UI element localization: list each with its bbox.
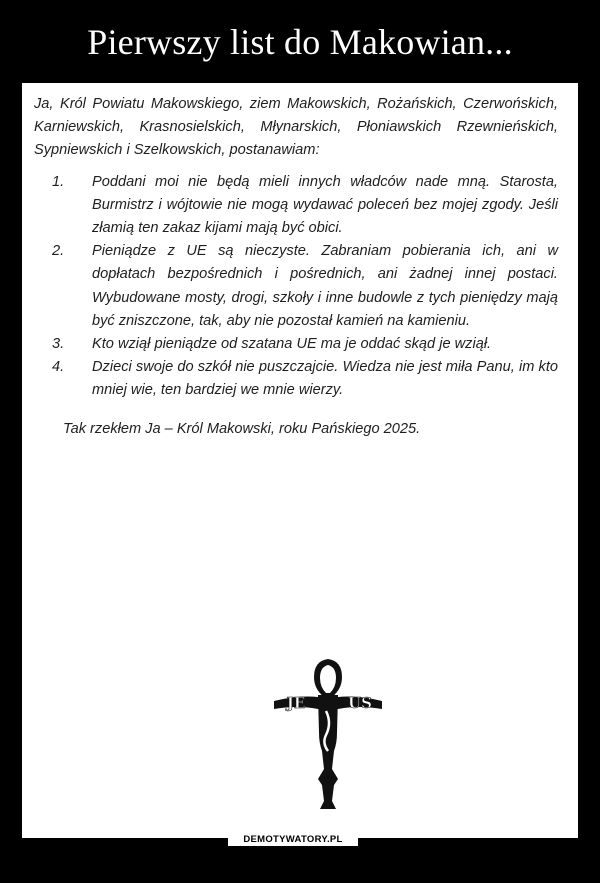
watermark: DEMOTYWATORY.PL — [228, 833, 358, 846]
decree-item-number: 2. — [52, 243, 65, 260]
emblem-text-left: JE — [286, 694, 306, 712]
decree-item-text: Poddani moi nie będą mieli innych władców nade mną. Starosta, Burmistrz i wójtowie nie mogą wydawać poleceń bez mojej zgody. Jeśli złamią ten zakaz kijami mają być obici. — [92, 173, 558, 237]
decree-item-number: 4. — [52, 359, 65, 376]
page-title: Pierwszy list do Makowian... — [87, 22, 513, 62]
document-body — [34, 93, 558, 441]
closing-signature: Tak rzekłem Ja – Król Makowski, roku Pańskiego 2025. — [63, 420, 421, 437]
decree-item-text: Kto wziął pieniądze od szatana UE ma je oddać skąd je wziął. — [92, 336, 492, 353]
document-panel — [22, 83, 578, 838]
decree-item-text: Pieniądze z UE są nieczyste. Zabraniam pobierania ich, ani w dopłatach bezpośrednich i pośrednich, ani żadnej innej postaci. Wybudowane mosty, drogi, szkoły i inne budowle z tych pieniędzy mają być zniszczone, tak, aby nie pozostał kamień na kamieniu. — [92, 243, 558, 329]
decree-item-text: Dzieci swoje do szkół nie puszczajcie. Wiedza nie jest miła Panu, im kto mniej wie, ten bardziej we mnie wierzy. — [92, 359, 558, 399]
document-intro: Ja, Król Powiatu Makowskiego, ziem Makowskich, Rożańskich, Czerwońskich, Karniewskich, Krasnosielskich, Młynarskich, Płoniawskich Rzewnieńskich, Sypniewskich i Szelkowskich, postanawiam: — [34, 96, 558, 159]
jesus-cross-emblem-icon — [258, 651, 398, 826]
decree-item-number: 3. — [52, 336, 65, 353]
decree-item-1 — [34, 171, 558, 241]
decree-item-number: 1. — [52, 173, 65, 190]
decree-item-2 — [34, 240, 558, 333]
decree-item-3 — [34, 333, 558, 356]
decree-item-4 — [34, 356, 558, 402]
decree-list — [34, 171, 558, 403]
emblem-text-right: US — [348, 694, 372, 712]
